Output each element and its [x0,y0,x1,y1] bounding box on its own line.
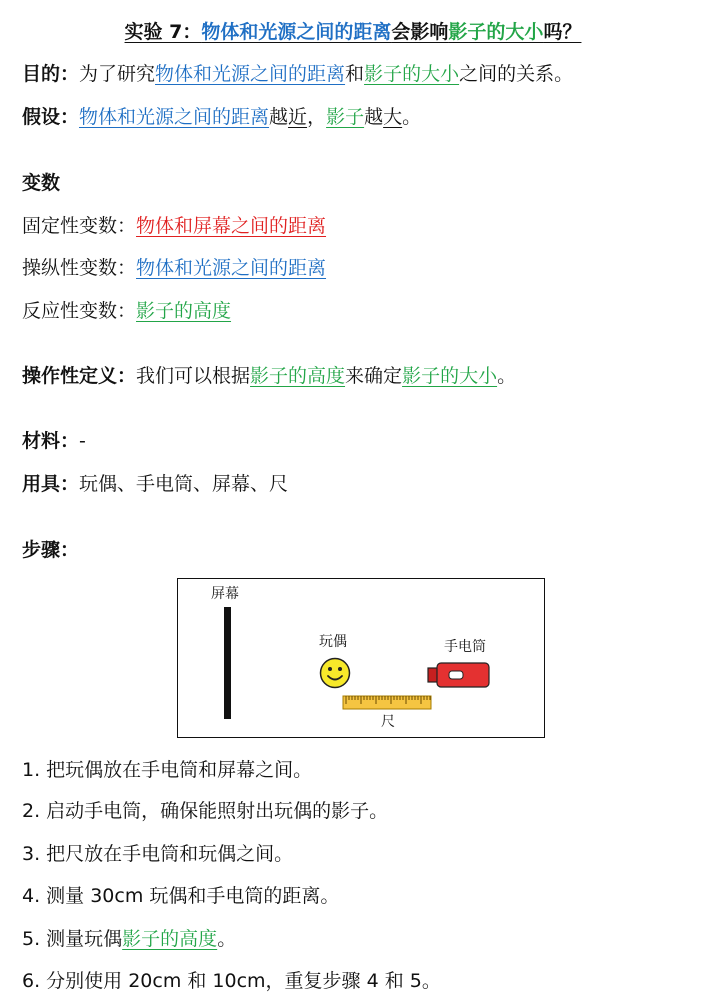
operational-variable-size: 影子的大小 [402,365,498,387]
purpose-variable-distance: 物体和光源之间的距离 [155,63,346,85]
purpose-text: 之间的关系。 [459,63,574,85]
step-6: 6. 分别使用 20cm 和 10cm，重复步骤 4 和 5。 [22,970,441,992]
doll-label: 玩偶 [319,634,347,650]
responding-variable-label: 反应性变数： [22,300,137,322]
smiley-doll-icon [319,657,351,689]
operational-label: 操作性定义： [22,365,137,387]
step-5-text: 5. 测量玩偶 [22,928,123,950]
operational-text: 我们可以根据 [136,365,251,387]
steps-heading: 步骤： [22,539,80,561]
operational-variable-height: 影子的高度 [250,365,346,387]
responding-variable-line [22,299,231,323]
title-variable-distance: 物体和光源之间的距离 [201,21,392,43]
apparatus-value: 玩偶、手电筒、屏幕、尺 [79,473,289,495]
title-prefix: 实验 7： [124,21,202,43]
step-2: 2. 启动手电筒，确保能照射出玩偶的影子。 [22,800,389,822]
variables-heading: 变数 [22,172,61,194]
title-suffix: 吗？ [543,21,582,43]
apparatus-label: 用具： [22,473,80,495]
flashlight-icon [427,660,491,690]
purpose-label: 目的： [22,63,80,85]
step-5-end: 。 [217,928,237,950]
hypothesis-near: 近 [288,106,308,128]
hypothesis-variable-shadow: 影子 [326,106,365,128]
purpose-text: 和 [345,63,365,85]
step-5-variable: 影子的高度 [122,928,218,950]
step-3: 3. 把尺放在手电筒和玩偶之间。 [22,843,294,865]
fixed-variable-label: 固定性变数： [22,215,137,237]
materials-label: 材料： [22,430,80,452]
step-4: 4. 测量 30cm 玩偶和手电筒的距离。 [22,885,340,907]
hypothesis-big: 大 [383,106,403,128]
title-middle: 会影响 [391,21,449,43]
hypothesis-text: 越 [364,106,384,128]
hypothesis-variable-distance: 物体和光源之间的距离 [79,106,270,128]
operational-text: 来确定 [345,365,403,387]
manipulated-variable-line [22,256,326,280]
hypothesis-label: 假设： [22,106,80,128]
ruler-label: 尺 [381,714,395,730]
ruler-icon [342,694,432,712]
hypothesis-line [22,105,421,129]
hypothesis-text: 。 [402,106,422,128]
purpose-text: 为了研究 [79,63,156,85]
materials-line [22,429,86,453]
fixed-variable-line [22,214,326,238]
flashlight-label: 手电筒 [444,639,486,655]
purpose-line [22,62,573,86]
title-variable-shadow: 影子的大小 [448,21,544,43]
manipulated-variable-label: 操纵性变数： [22,257,137,279]
responding-variable-value: 影子的高度 [136,300,232,322]
hypothesis-text: ， [307,106,327,128]
setup-diagram [177,578,545,738]
experiment-title [0,20,706,44]
hypothesis-text: 越 [269,106,289,128]
materials-value: - [79,430,86,452]
fixed-variable-value: 物体和屏幕之间的距离 [136,215,327,237]
step-5 [22,927,236,951]
operational-text: 。 [497,365,517,387]
manipulated-variable-value: 物体和光源之间的距离 [136,257,327,279]
screen-label: 屏幕 [211,586,239,602]
apparatus-line [22,472,288,496]
screen-bar [224,607,231,719]
operational-definition-line [22,364,516,388]
step-1: 1. 把玩偶放在手电筒和屏幕之间。 [22,759,313,781]
purpose-variable-shadow: 影子的大小 [364,63,460,85]
